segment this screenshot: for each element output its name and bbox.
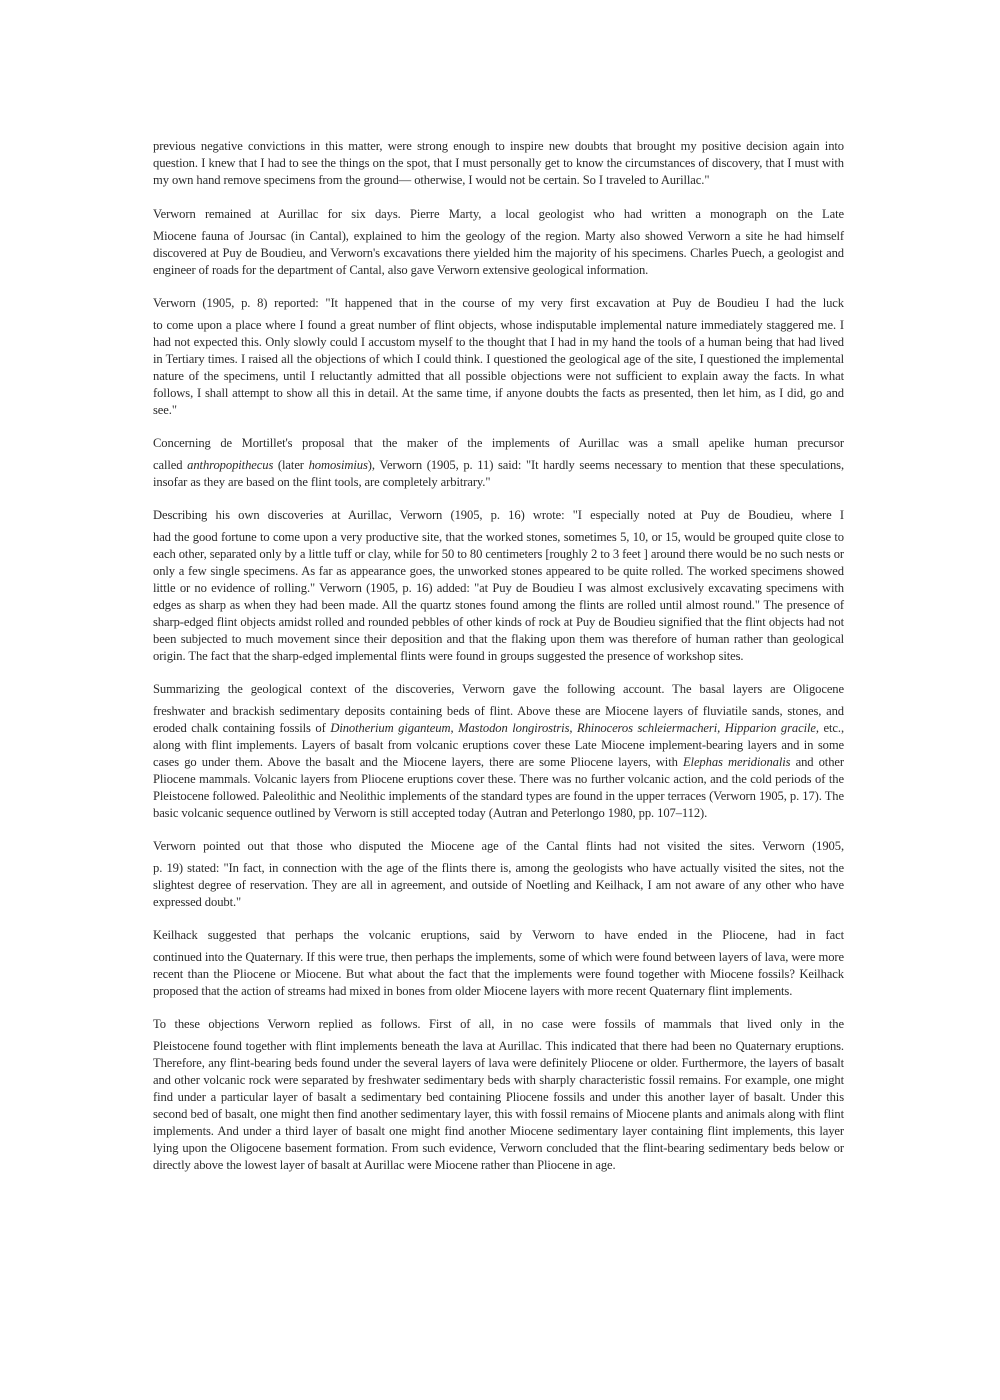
paragraph-text: to come upon a place where I found a great number of flint objects, whose indisputable implemental nature immediately staggered me. I had not expected this. Only slowly could I accustom myself to the thought that I had in my hand the tools of a human being that had lived in Tertiary times. I raised all the objections of which I could think. I questioned the geological age of the site, I questioned the implemental nature of the specimens, until I reluctantly admitted that all possible objections were not sufficient to explain away the facts. In what follows, I shall attempt to show all this in detail. At the same time, if anyone doubts the facts as presented, then let him, as I did, go and see." bbox=[153, 318, 844, 417]
paragraph-text: continued into the Quaternary. If this were true, then perhaps the implements, some of which were found between layers of lava, were more recent than the Pliocene or Miocene. But what about the fact that the implements were found together with Miocene fossils? Keilhack proposed that the action of streams had mixed in bones from older Miocene layers with more recent Quaternary flint implements. bbox=[153, 950, 844, 998]
italic-term: anthropopithecus bbox=[187, 458, 274, 472]
paragraph-text: Pleistocene found together with flint implements beneath the lava at Aurillac. This indicated that there had been no Quaternary eruptions. Therefore, any flint-bearing beds found under the several layers of lava were definitely Pliocene or older. Furthermore, the layers of basalt and other volcanic rock were separated by freshwater sedimentary beds with sharply characteristic fossil remains. For example, one might find under a particular layer of basalt a sedimentary bed containing Pliocene fossils and under this another layer of basalt. Under this second bed of basalt, one might then find another sedimentary layer, this with fossil remains of Miocene plants and animals along with flint implements. And under a third layer of basalt one might find another Miocene sedimentary layer containing flint implements, this layer lying upon the Oligocene basement formation. From such evidence, Verworn concluded that the flint-bearing sedimentary beds below or directly above the lowest layer of basalt at Aurillac were Miocene rather than Pliocene in age. bbox=[153, 1039, 844, 1172]
paragraph-first-line: Verworn remained at Aurillac for six days. Pierre Marty, a local geologist who had written a monograph on the Late bbox=[153, 207, 844, 221]
paragraph-text: Miocene fauna of Joursac (in Cantal), explained to him the geology of the region. Marty also showed Verworn a site he had himself discovered at Puy de Boudieu, and Verworn's excavations there yielded him the majority of his specimens. Charles Puech, a geologist and engineer of roads for the department of Cantal, also gave Verworn extensive geological information. bbox=[153, 229, 844, 277]
italic-term: Elephas meridionalis bbox=[682, 755, 791, 769]
paragraph-first-line: Summarizing the geological context of the discoveries, Verworn gave the following account. The basal layers are Oligocene bbox=[153, 682, 844, 696]
paragraph-verworn-reply bbox=[153, 1016, 844, 1174]
paragraph-text bbox=[153, 457, 844, 491]
paragraph-verworn-at-aurillac bbox=[153, 206, 844, 279]
paragraph-disputed-age bbox=[153, 838, 844, 911]
text-run: (later bbox=[273, 458, 309, 472]
paragraph-first-line: Keilhack suggested that perhaps the volcanic eruptions, said by Verworn to have ended in the Pliocene, had in fact bbox=[153, 928, 844, 942]
paragraph-first-line: Verworn pointed out that those who disputed the Miocene age of the Cantal flints had not visited the sites. Verworn (1905, bbox=[153, 839, 844, 853]
text-run: called bbox=[153, 458, 188, 472]
paragraph-text: previous negative convictions in this matter, were strong enough to inspire new doubts that brought my positive decision again into question. I knew that I had to see the things on the spot, that I must personally get to know the circumstances of discovery, that I must with my own hand remove specimens from the ground— otherwise, I would not be certain. So I traveled to Aurillac." bbox=[153, 139, 844, 187]
paragraph-own-discoveries bbox=[153, 507, 844, 665]
paragraph-geological-context bbox=[153, 681, 844, 822]
paragraph-first-line: Concerning de Mortillet's proposal that the maker of the implements of Aurillac was a small apelike human precursor bbox=[153, 436, 844, 450]
italic-term: Dinotherium giganteum, Mastodon longirostris, Rhinoceros schleiermacheri, Hipparion gracile, bbox=[330, 721, 819, 735]
paragraph-verworn-report bbox=[153, 295, 844, 419]
paragraph-keilhack-suggestion bbox=[153, 927, 844, 1000]
paragraph-first-line: Verworn (1905, p. 8) reported: "It happened that in the course of my very first excavation at Puy de Boudieu I had the luck bbox=[153, 296, 844, 310]
text-run: freshwater and brackish sedimentary deposits containing beds of flint. Above these are Miocene layers of fluviatile sands, stones, and eroded chalk containing fossils of bbox=[153, 704, 844, 735]
paragraph-text: had the good fortune to come upon a very productive site, that the worked stones, sometimes 5, 10, or 15, would be grouped quite close to each other, separated only by a little tuff or clay, while for 50 to 80 centimeters [roughly 2 to 3 feet ] around there would be no such nests or only a few single specimens. As far as appearance goes, the unworked stones appeared to be quite rolled. The worked specimens showed little or no evidence of rolling." Verworn (1905, p. 16) added: "at Puy de Boudieu I was almost exclusively excavating specimens with edges as sharp as when they had been made. All the quartz stones found among the flints are rolled until almost round." The presence of sharp-edged flint objects amidst rolled and rounded pebbles of other kinds of rock at Puy de Boudieu signified that the flint objects had not been subjected to much movement since their deposition and that the flaking upon them was therefore of human rather than geological origin. The fact that the sharp-edged implemental flints were found in groups suggested the presence of workshop sites. bbox=[153, 530, 844, 663]
document-page bbox=[153, 138, 844, 1190]
paragraph-text bbox=[153, 703, 844, 822]
paragraph-text: p. 19) stated: "In fact, in connection with the age of the flints there is, among the geologists who have actually visited the sites, not the slightest degree of reservation. They are all in agreement, and outside of Noetling and Keilhack, I am not aware of any other who have expressed doubt." bbox=[153, 861, 844, 909]
paragraph-de-mortillet-proposal bbox=[153, 435, 844, 491]
text-run: ), Verworn (1905, p. 11) said: "It hardly seems necessary to mention that these speculations, insofar as they are based on the flint tools, are completely arbitrary." bbox=[153, 458, 845, 489]
italic-term: homosimius bbox=[308, 458, 368, 472]
paragraph-first-line: To these objections Verworn replied as follows. First of all, in no case were fossils of mammals that lived only in the bbox=[153, 1017, 844, 1031]
text-run: and other Pliocene mammals. Volcanic layers from Pliocene eruptions cover these. There was no further volcanic action, and the cold periods of the Pleistocene followed. Paleolithic and Neolithic implements of the standard types are found in the upper terraces (Verworn 1905, p. 17). The basic volcanic sequence outlined by Verworn is still accepted today (Autran and Peterlongo 1980, pp. 107–112). bbox=[153, 755, 844, 820]
paragraph-first-line: Describing his own discoveries at Aurillac, Verworn (1905, p. 16) wrote: "I especially noted at Puy de Boudieu, where I bbox=[153, 508, 844, 522]
paragraph-quote-continuation bbox=[153, 138, 844, 189]
text-run: etc., along with flint implements. Layers of basalt from volcanic eruptions cover these Late Miocene implement-bearing layers and in some cases go under them. Above the basalt and the Miocene layers, there are some Pliocene layers, with bbox=[153, 721, 844, 769]
